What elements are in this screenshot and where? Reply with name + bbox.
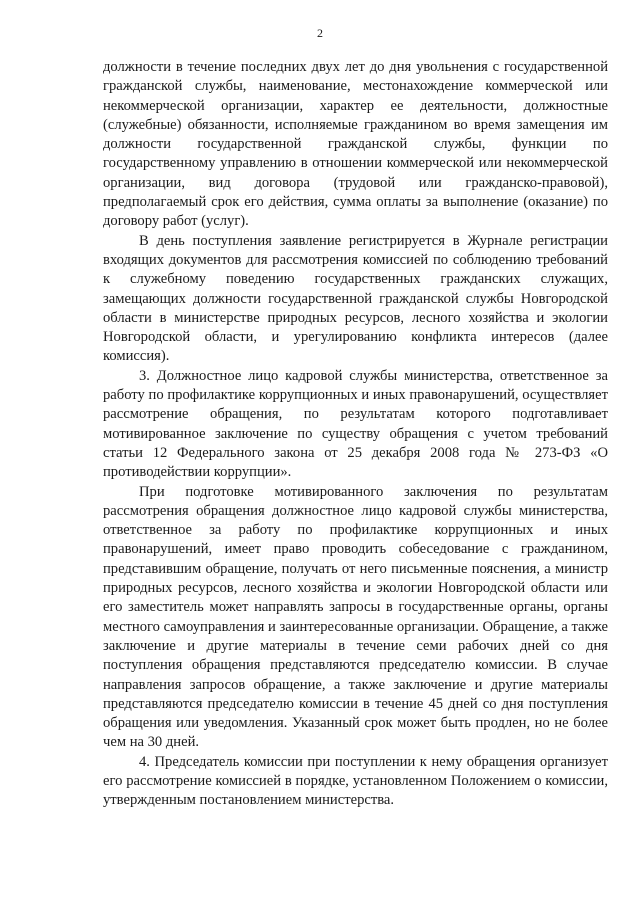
document-body xyxy=(103,58,608,811)
page-number: 2 xyxy=(317,26,323,40)
paragraph-registration: В день поступления заявление регистрируется в Журнале регистрации входящих документов для рассмотрения комиссией по соблюдению требований к служебному поведению государственных гражданских служащих, замещающих должности государственной гражданской службы Новгородской области в министерстве природных ресурсов, лесного хозяйства и экологии Новгородской области, и урегулированию конфликта интересов (далее комиссия). xyxy=(103,232,608,365)
paragraph-item-4: 4. Председатель комиссии при поступлении к нему обращения организует его рассмотрение комиссией в порядке, установленном Положением о комиссии, утвержденным постановлением министерства. xyxy=(103,753,608,809)
paragraph-reasoned-conclusion: При подготовке мотивированного заключения по результатам рассмотрения обращения должностное лицо кадровой службы министерства, ответственное за работу по профилактике коррупционных и иных правонарушений, имеет право проводить собеседование с гражданином, представившим обращение, получать от него письменные пояснения, а министр природных ресурсов, лесного хозяйства и экологии Новгородской области или его заместитель может направлять запросы в государственные органы, органы местного самоуправления и заинтересованные организации. Обращение, а также заключение и другие материалы в течение семи рабочих дней со дня поступления обращения представляются председателю комиссии. В случае направления запросов обращение, а также заключение и другие материалы представляются председателю комиссии в течение 45 дней со дня поступления обращения или уведомления. Указанный срок может быть продлен, но не более чем на 30 дней. xyxy=(103,483,608,751)
paragraph-item-3: 3. Должностное лицо кадровой службы министерства, ответственное за работу по профилактике коррупционных и иных правонарушений, осуществляет рассмотрение обращения, по результатам которого подготавливает мотивированное заключение по существу обращения с учетом требований статьи 12 Федерального закона от 25 декабря 2008 года № 273-ФЗ «О противодействии коррупции». xyxy=(103,367,608,481)
paragraph-continuation: должности в течение последних двух лет до дня увольнения с государственной гражданской службы, наименование, местонахождение коммерческой или некоммерческой организации, характер ее деятельности, должностные (служебные) обязанности, исполняемые гражданином во время замещения им должности государственной гражданской службы, функции по государственному управлению в отношении коммерческой или некоммерческой организации, вид договора (трудовой или гражданско-правовой), предполагаемый срок его действия, сумма оплаты за выполнение (оказание) по договору работ (услуг). xyxy=(103,59,608,230)
